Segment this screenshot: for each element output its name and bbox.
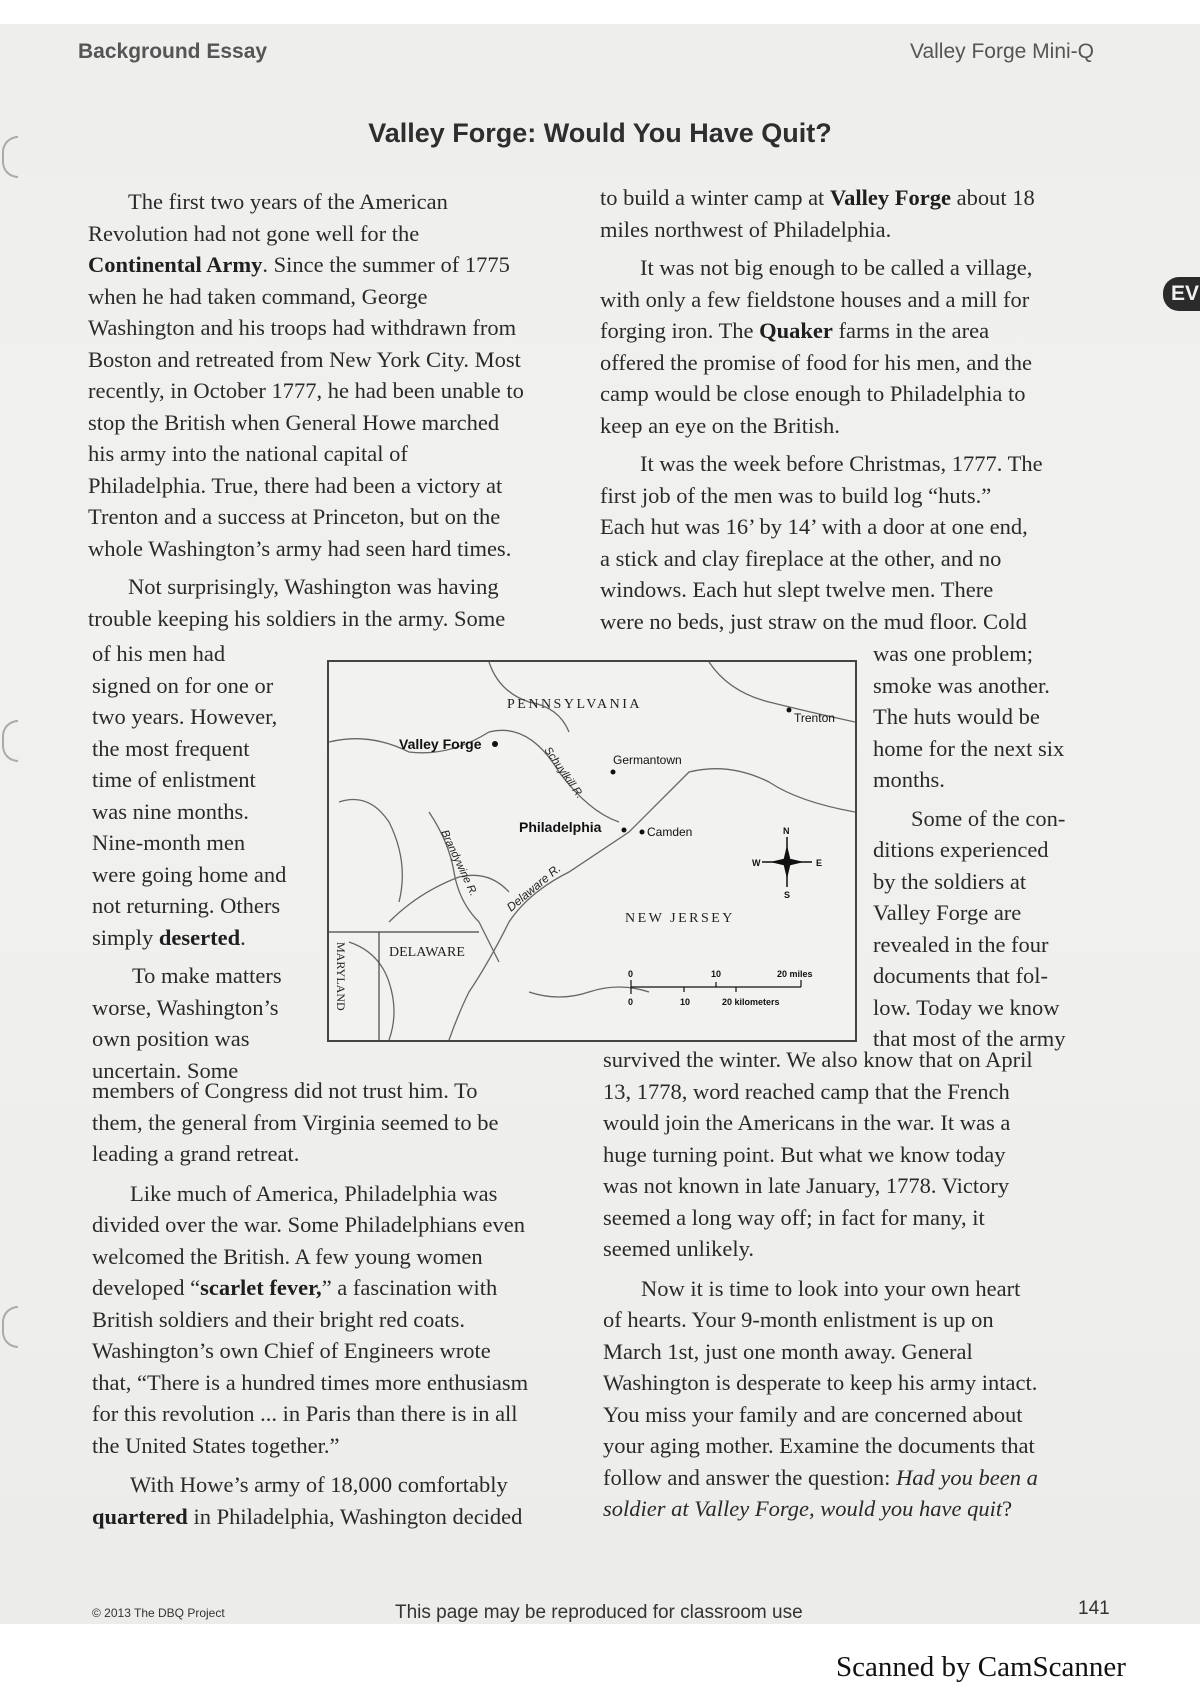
town-dot-trenton xyxy=(787,708,792,713)
emphasized-term: Valley Forge xyxy=(829,185,951,210)
paragraph xyxy=(603,1044,1123,1265)
text-line: Like much of America, Philadelphia was xyxy=(130,1180,498,1206)
text-line: documents that fol- xyxy=(873,963,1048,988)
text-line: Trenton and a success at Princeton, but on the xyxy=(88,504,501,529)
text-line: divided over the war. Some Philadelphians even xyxy=(92,1212,526,1237)
town-dot-philadelphia xyxy=(622,828,627,833)
text-line: The huts would be xyxy=(873,704,1040,729)
text-line xyxy=(92,922,312,954)
text-line: Some of the con- xyxy=(911,805,1066,831)
paragraph xyxy=(873,803,1113,1055)
scale-miles-20: 20 miles xyxy=(777,969,813,979)
town-label-germantown: Germantown xyxy=(613,753,682,767)
state-label-delaware: DELAWARE xyxy=(389,945,465,960)
text-line: for this revolution ... in Paris than there is in all xyxy=(92,1401,518,1426)
essay-left-narrow xyxy=(92,638,312,1086)
text-line: keep an eye on the British. xyxy=(600,412,840,438)
text-line: uncertain. Some xyxy=(92,1057,239,1083)
text-line: Washington and his troops had withdrawn from xyxy=(88,315,517,340)
compass-label-s: S xyxy=(784,890,791,900)
text-segment: developed “ xyxy=(92,1275,201,1300)
emphasized-term: soldier at Valley Forge, would you have quit xyxy=(603,1496,1003,1521)
essay-right-bottom xyxy=(603,1044,1123,1525)
text-segment: forging iron. The xyxy=(600,318,760,343)
scanner-watermark: Scanned by CamScanner xyxy=(836,1651,1126,1683)
text-line xyxy=(88,249,588,281)
text-line: seemed a long way off; in fact for many, it xyxy=(603,1204,985,1230)
text-line: British soldiers and their bright red coats. xyxy=(92,1306,466,1332)
page-title: Valley Forge: Would You Have Quit? xyxy=(368,118,832,148)
emphasized-term: Had you been a xyxy=(896,1464,1038,1490)
text-line: of his men had xyxy=(92,641,226,666)
text-line: miles northwest of Philadelphia. xyxy=(600,216,892,242)
text-line: of hearts. Your 9-month enlistment is up on xyxy=(603,1307,994,1332)
text-line: Now it is time to look into your own heart xyxy=(641,1275,1021,1301)
emphasized-term: Quaker xyxy=(759,318,833,343)
scanned-page xyxy=(0,24,1200,1624)
compass-rose-icon xyxy=(762,837,812,887)
text-line: two years. However, xyxy=(92,704,278,729)
text-line: huge turning point. But what we know today xyxy=(603,1141,1006,1167)
page-number: 141 xyxy=(1078,1598,1110,1619)
text-line: worse, Washington’s xyxy=(92,994,279,1020)
text-line: survived the winter. We also know that on April xyxy=(603,1047,1033,1072)
text-line: your aging mother. Examine the documents that xyxy=(603,1433,1035,1458)
text-line: signed on for one or xyxy=(92,672,274,698)
text-line: With Howe’s army of 18,000 comfortably xyxy=(130,1472,508,1497)
text-line: Valley Forge are xyxy=(873,900,1022,925)
text-line: Washington is desperate to keep his army intact. xyxy=(603,1370,1038,1395)
essay-right-column xyxy=(600,182,1120,637)
paragraph xyxy=(600,448,1120,637)
compass-label-n: N xyxy=(783,826,790,836)
text-line xyxy=(92,1272,602,1304)
text-line: Revolution had not gone well for the xyxy=(88,220,420,246)
text-line: was one problem; xyxy=(873,641,1033,666)
text-segment: ” a fascination with xyxy=(321,1275,498,1300)
text-segment: follow and answer the question: xyxy=(603,1464,897,1490)
state-label-maryland: MARYLAND xyxy=(334,942,348,1011)
state-label-new-jersey: NEW JERSEY xyxy=(625,911,735,926)
town-label-valley-forge: Valley Forge xyxy=(399,736,482,752)
river-label-brandywine: Brandywine R. xyxy=(438,828,480,899)
reproduction-note: This page may be reproduced for classroom use xyxy=(395,1602,803,1623)
text-line: the United States together.” xyxy=(92,1432,340,1458)
text-segment: . xyxy=(240,924,246,950)
text-line: trouble keeping his soldiers in the army. Some xyxy=(88,605,506,631)
paragraph xyxy=(600,252,1120,441)
text-line: Philadelphia. True, there had been a victory at xyxy=(88,472,503,498)
text-line: leading a grand retreat. xyxy=(92,1141,300,1166)
text-segment: simply xyxy=(92,924,159,950)
text-line: was not known in late January, 1778. Victory xyxy=(603,1173,1010,1198)
paragraph xyxy=(873,638,1113,796)
paragraph xyxy=(92,1469,602,1532)
text-line xyxy=(600,182,1120,214)
text-line: revealed in the four xyxy=(873,931,1049,957)
text-line: seemed unlikely. xyxy=(603,1236,754,1261)
text-segment: farms in the area xyxy=(832,318,990,343)
river-label-delaware: Delaware R. xyxy=(503,861,564,915)
state-label-pennsylvania: PENNSYLVANIA xyxy=(507,697,643,712)
paragraph xyxy=(92,1178,602,1462)
emphasized-term: deserted xyxy=(158,924,241,950)
text-line xyxy=(603,1462,1123,1494)
emphasized-term: scarlet fever, xyxy=(200,1275,322,1300)
text-line: the most frequent xyxy=(92,735,250,761)
scale-bar xyxy=(631,980,801,994)
text-line: first job of the men was to build log “huts.” xyxy=(600,482,992,508)
text-line: with only a few fieldstone houses and a mill for xyxy=(600,286,1030,312)
text-line: were no beds, just straw on the mud floor. Cold xyxy=(600,608,1027,634)
scale-km-20: 20 kilometers xyxy=(722,997,780,1007)
text-line: members of Congress did not trust him. To xyxy=(92,1078,478,1103)
scale-km-10: 10 xyxy=(680,997,691,1007)
series-label: Valley Forge Mini-Q xyxy=(910,40,1094,63)
text-line: To make matters xyxy=(132,963,282,988)
side-tab: EV xyxy=(1163,277,1200,311)
town-dot-camden xyxy=(640,830,645,835)
text-line: a stick and clay fireplace at the other, and no xyxy=(600,545,1002,571)
text-line: Not surprisingly, Washington was having xyxy=(128,574,499,599)
text-segment: to build a winter camp at xyxy=(600,185,830,210)
compass-label-e: E xyxy=(816,858,823,868)
section-label: Background Essay xyxy=(78,40,268,63)
emphasized-term: Continental Army xyxy=(88,252,263,277)
text-line: Boston and retreated from New York City. Most xyxy=(88,346,521,372)
text-line: was nine months. xyxy=(92,798,249,824)
scale-miles-0: 0 xyxy=(628,969,634,979)
text-line: time of enlistment xyxy=(92,767,256,792)
text-line: own position was xyxy=(92,1026,250,1051)
text-line: that most of the army xyxy=(873,1026,1066,1051)
text-line xyxy=(92,1501,602,1533)
essay-left-column xyxy=(88,186,588,634)
text-line: whole Washington’s army had seen hard times. xyxy=(88,535,512,561)
scale-miles-10: 10 xyxy=(711,969,722,979)
paragraph xyxy=(88,186,588,564)
text-line: by the soldiers at xyxy=(873,868,1027,894)
text-line: You miss your family and are concerned about xyxy=(603,1401,1023,1427)
compass-label-w: W xyxy=(752,858,761,868)
text-line xyxy=(603,1493,1123,1525)
town-label-trenton: Trenton xyxy=(794,711,835,725)
emphasized-term: quartered xyxy=(92,1503,188,1529)
paragraph xyxy=(92,638,312,953)
text-line: home for the next six xyxy=(873,735,1065,761)
text-segment: in Philadelphia, Washington decided xyxy=(187,1503,523,1529)
text-line: 13, 1778, word reached camp that the French xyxy=(603,1078,1010,1104)
text-segment: about 18 xyxy=(950,185,1035,210)
text-line: were going home and xyxy=(92,861,287,887)
town-dot-germantown xyxy=(611,770,616,775)
text-line: March 1st, just one month away. General xyxy=(603,1338,973,1364)
river-label-schuylkill: Schuylkill R. xyxy=(541,744,586,801)
paragraph xyxy=(88,571,588,634)
text-line: recently, in October 1777, he had been unable to xyxy=(88,378,524,403)
text-line: windows. Each hut slept twelve men. There xyxy=(600,577,994,602)
paragraph xyxy=(600,182,1120,245)
text-line: The first two years of the American xyxy=(128,189,448,214)
text-line: his army into the national capital of xyxy=(88,441,408,466)
text-line: them, the general from Virginia seemed to be xyxy=(92,1109,499,1135)
essay-right-narrow xyxy=(873,638,1113,1055)
text-line: camp would be close enough to Philadelphia to xyxy=(600,381,1026,406)
paragraph xyxy=(92,1075,602,1170)
town-dot-valley-forge xyxy=(492,741,498,747)
text-segment: . Since the summer of 1775 xyxy=(262,252,510,277)
text-line: would join the Americans in the war. It was a xyxy=(603,1110,1011,1135)
scale-km-0: 0 xyxy=(628,997,634,1007)
text-line: offered the promise of food for his men, and the xyxy=(600,349,1032,375)
text-line: that, “There is a hundred times more enthusiasm xyxy=(92,1369,529,1395)
text-line: months. xyxy=(873,767,945,792)
text-line: not returning. Others xyxy=(92,893,281,918)
copyright: © 2013 The DBQ Project xyxy=(92,1606,225,1620)
text-line xyxy=(600,315,1120,347)
text-line: Nine-month men xyxy=(92,830,246,855)
text-line: Washington’s own Chief of Engineers wrote xyxy=(92,1338,491,1363)
town-label-philadelphia: Philadelphia xyxy=(519,819,602,835)
text-line: stop the British when General Howe marched xyxy=(88,409,500,435)
text-line: welcomed the British. A few young women xyxy=(92,1243,483,1269)
text-line: low. Today we know xyxy=(873,994,1060,1020)
paragraph xyxy=(92,960,312,1086)
text-line: It was not big enough to be called a village, xyxy=(640,255,1033,280)
punch-hole xyxy=(2,1306,18,1348)
punch-hole xyxy=(2,720,18,762)
essay-left-bottom xyxy=(92,1075,602,1532)
text-line: smoke was another. xyxy=(873,672,1050,698)
text-segment: ? xyxy=(1002,1496,1013,1521)
text-line: It was the week before Christmas, 1777. The xyxy=(640,451,1043,476)
text-line: ditions experienced xyxy=(873,837,1049,862)
text-line: when he had taken command, George xyxy=(88,283,428,309)
text-line: Each hut was 16’ by 14’ with a door at one end, xyxy=(600,514,1028,539)
paragraph xyxy=(603,1273,1123,1525)
town-label-camden: Camden xyxy=(647,825,693,839)
valley-forge-map xyxy=(327,660,857,1042)
